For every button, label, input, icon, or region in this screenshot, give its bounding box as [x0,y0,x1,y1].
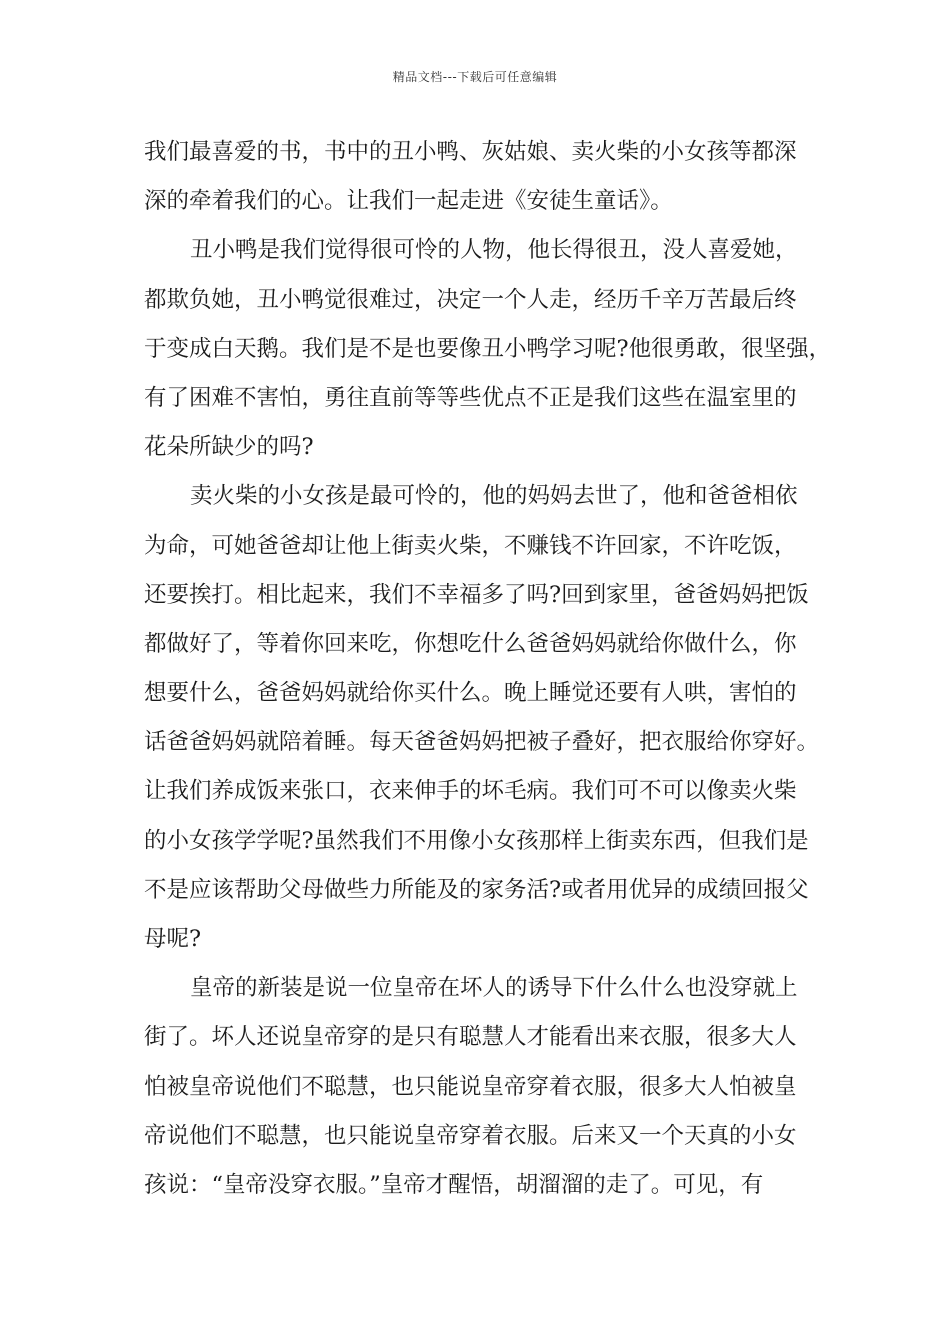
text-line: 都做好了，等着你回来吃，你想吃什么爸爸妈妈就给你做什么，你 [144,630,797,657]
text-line: 想要什么，爸爸妈妈就给你买什么。晚上睡觉还要有人哄，害怕的 [144,680,797,707]
paragraph-start-line: 皇帝的新装是说一位皇帝在坏人的诱导下什么什么也没穿就上 [190,975,798,1002]
text-line: 有了困难不害怕，勇往直前等等些优点不正是我们这些在温室里的 [144,384,797,411]
text-line: 母呢? [144,926,202,952]
text-line: 街了。坏人还说皇帝穿的是只有聪慧人才能看出来衣服，很多大人 [144,1024,797,1051]
paragraph-start-line: 丑小鸭是我们觉得很可怜的人物，他长得很丑，没人喜爱她， [190,237,798,264]
text-line: 话爸爸妈妈就陪着睡。每天爸爸妈妈把被子叠好，把衣服给你穿好。 [144,729,820,756]
paragraph-start-line: 卖火柴的小女孩是最可怜的，他的妈妈去世了，他和爸爸相依 [190,483,798,510]
text-line: 怕被皇帝说他们不聪慧，也只能说皇帝穿着衣服，很多大人怕被皇 [144,1073,797,1100]
text-line: 为命，可她爸爸却让他上街卖火柴，不赚钱不许回家，不许吃饭， [144,532,797,559]
text-line: 不是应该帮助父母做些力所能及的家务活?或者用优异的成绩回报父 [144,876,809,903]
text-line: 于变成白天鹅。我们是不是也要像丑小鸭学习呢?他很勇敢，很坚强， [144,335,832,362]
text-line: 我们最喜爱的书，书中的丑小鸭、灰姑娘、卖火柴的小女孩等都深 [144,139,797,165]
text-line: 让我们养成饭来张口，衣来伸手的坏毛病。我们可不可以像卖火柴 [144,778,797,805]
text-line: 的小女孩学学呢?虽然我们不用像小女孩那样上街卖东西，但我们是 [144,827,809,854]
text-line: 深的牵着我们的心。让我们一起走进《安徒生童话》。 [144,188,673,215]
text-line: 都欺负她，丑小鸭觉很难过，决定一个人走，经历千辛万苦最后终 [144,286,797,313]
text-line: 还要挨打。相比起来，我们不幸福多了吗?回到家里，爸爸妈妈把饭 [144,581,809,608]
text-line: 孩说：“皇帝没穿衣服。”皇帝才醒悟，胡溜溜的走了。可见，有 [144,1171,764,1198]
page-header: 精品文档---下载后可任意编辑 [392,70,558,84]
text-line: 花朵所缺少的吗? [144,434,314,461]
document-body [144,128,832,1210]
text-line: 帝说他们不聪慧，也只能说皇帝穿着衣服。后来又一个天真的小女 [144,1122,797,1149]
